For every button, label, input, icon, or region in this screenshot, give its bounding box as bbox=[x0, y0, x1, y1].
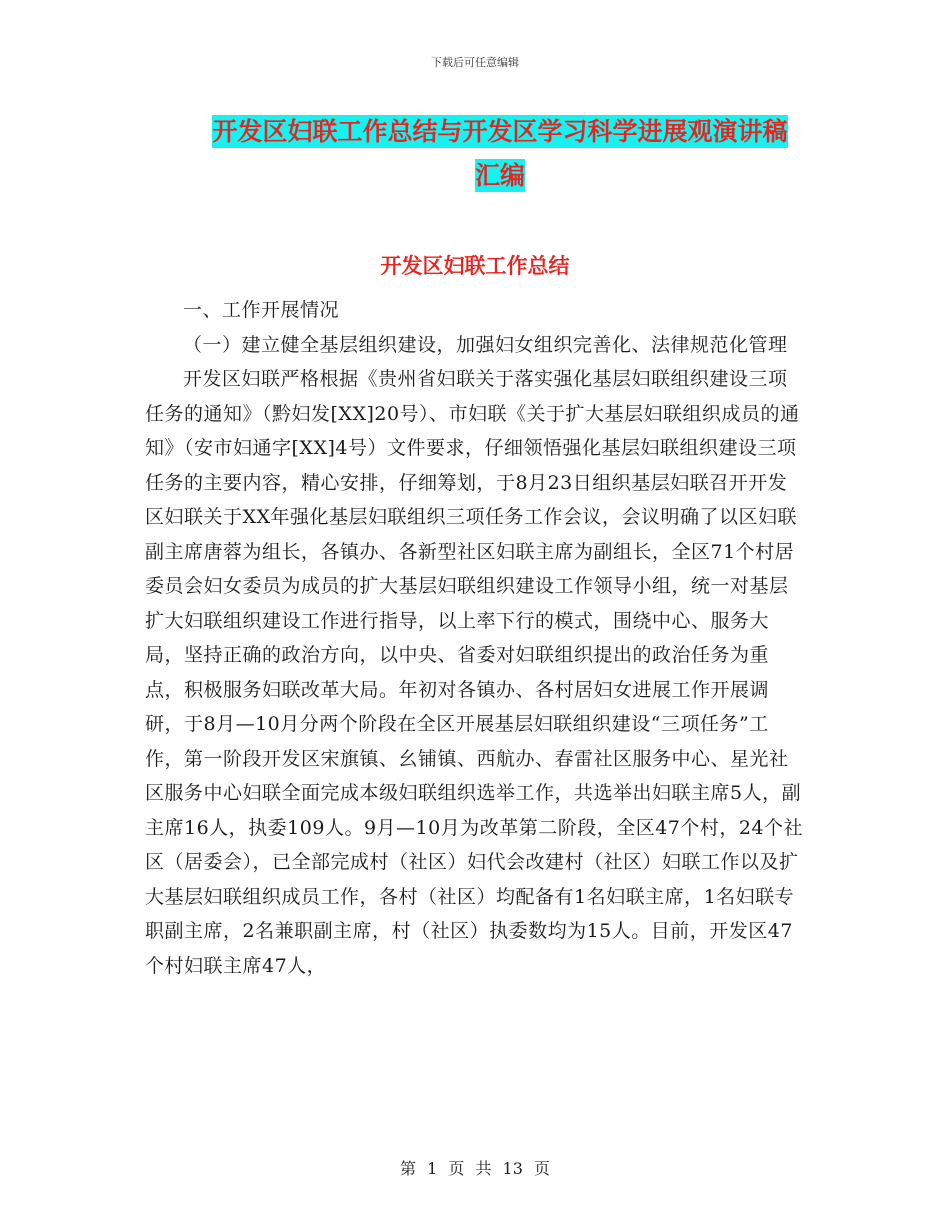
heading-work-status: 一、工作开展情况 bbox=[183, 299, 340, 321]
header-note: 下载后可任意编辑 bbox=[431, 56, 519, 69]
body-paragraph: 开发区妇联严格根据《贵州省妇联关于落实强化基层妇联组织建设三项任务的通知》（黔妇发[XX]20号）、市妇联《关于扩大基层妇联组织成员的通知》（安市妇通字[XX]4号）文件要求，仔细领悟强化基层妇联组织建设三项任务的主要内容，精心安排，仔细筹划，于8月23日组织基层妇联召开开发区妇联关于XX年强化基层妇联组织三项任务工作会议，会议明确了以区妇联副主席唐蓉为组长，各镇办、各新型社区妇联主席为副组长，全区71个村居委员会妇女委员为成员的扩大基层妇联组织建设工作领导小组，统一对基层扩大妇联组织建设工作进行指导，以上率下行的模式，围绕中心、服务大局，坚持正确的政治方向，以中央、省委对妇联组织提出的政治任务为重点，积极服务妇联改革大局。年初对各镇办、各村居妇女进展工作开展调研，于8月—10月分两个阶段在全区开展基层妇联组织建设“三项任务”工作，第一阶段开发区宋旗镇、幺铺镇、西航办、春雷社区服务中心、星光社区服务中心妇联全面完成本级妇联组织选举工作，共选举出妇联主席5人，副主席16人，执委109人。9月—10月为改革第二阶段，全区47个村，24个社区（居委会），已全部完成村（社区）妇代会改建村（社区）妇联工作以及扩大基层妇联组织成员工作，各村（社区）均配备有1名妇联主席，1名妇联专职副主席，2名兼职副主席，村（社区）执委数均为15人。目前，开发区47个村妇联主席47人， bbox=[145, 368, 804, 977]
subheading-organization: （一）建立健全基层组织建设，加强妇女组织完善化、法律规范化管理 bbox=[183, 333, 788, 356]
document-title-line-2: 汇编 bbox=[474, 161, 525, 190]
section-title: 开发区妇联工作总结 bbox=[380, 254, 570, 278]
document-title bbox=[140, 110, 860, 198]
document-body bbox=[145, 293, 805, 983]
page-footer: 第 1 页 共 13 页 bbox=[400, 1159, 550, 1178]
document-title-line-1: 开发区妇联工作总结与开发区学习科学进展观演讲稿 bbox=[212, 117, 788, 146]
